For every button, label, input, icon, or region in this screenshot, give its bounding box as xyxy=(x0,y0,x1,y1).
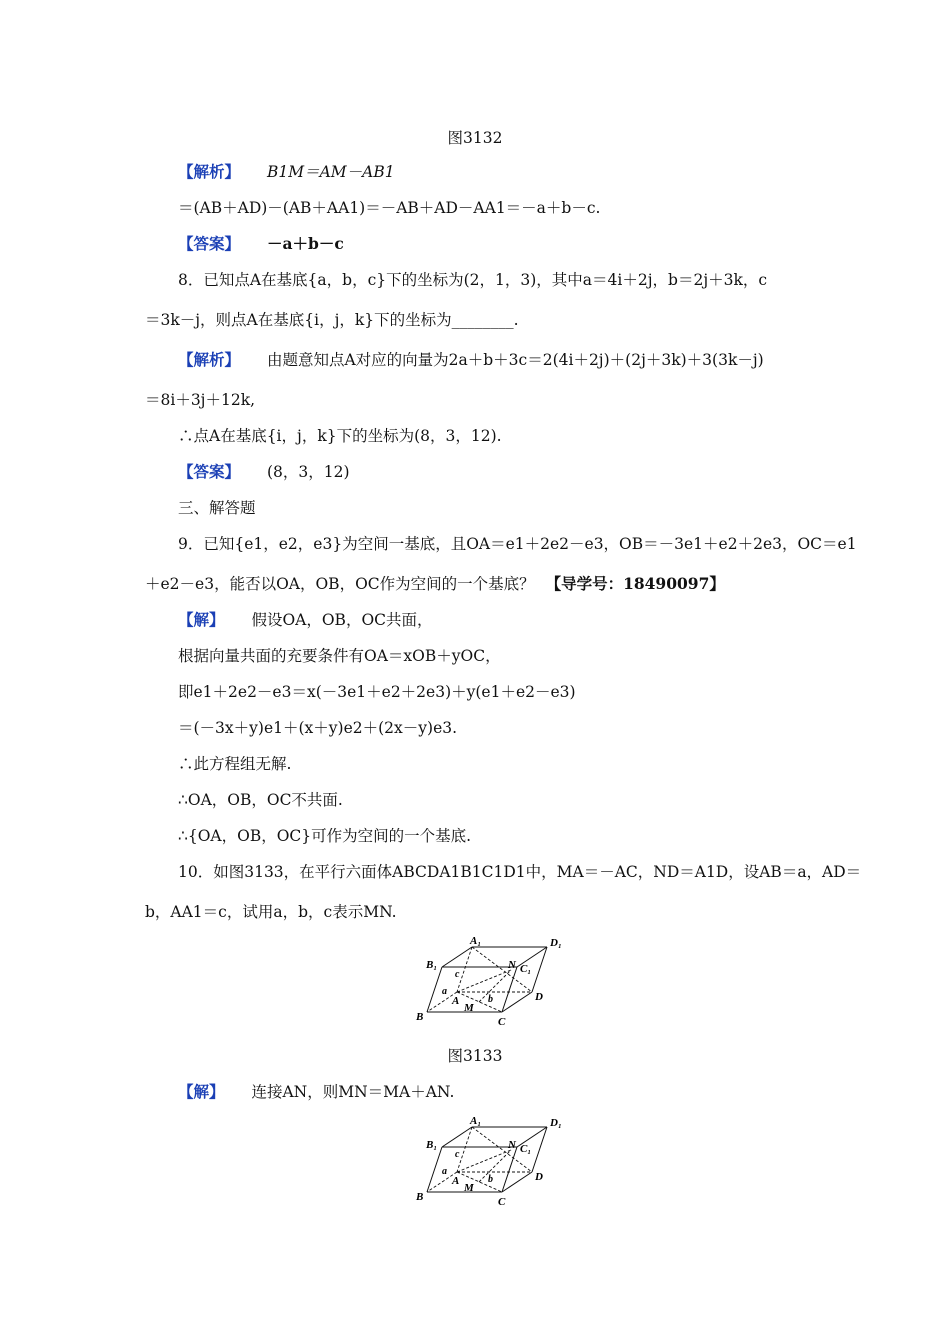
guide-number: 【导学号：18490097】 xyxy=(545,574,725,593)
ex10-solution xyxy=(178,1082,454,1102)
parallelepiped-figure-3133 xyxy=(412,932,572,1030)
vertex-A: A xyxy=(452,995,460,1007)
question-text: ＋e2－e3，能否以OA，OB，OC作为空间的一个基底？ xyxy=(145,575,535,593)
figure-3132-caption: 图3132 xyxy=(447,129,503,147)
vertex-D1: D₁ xyxy=(550,937,562,949)
ex8-question-line1: 8．已知点A在基底{a，b，c}下的坐标为(2，1，3)，其中a＝4i＋2j，b＝2j＋3k，c xyxy=(178,271,768,289)
ex9-solution-line2: 根据向量共面的充要条件有OA＝xOB＋yOC， xyxy=(178,647,501,665)
ex9-solution-line6: ∴OA，OB，OC不共面. xyxy=(178,791,343,809)
answer-text: (8，3，12) xyxy=(266,463,350,481)
vector-b-label: b xyxy=(488,1174,493,1185)
figure-3133-caption: 图3133 xyxy=(447,1047,503,1065)
ex8-analysis-line3: ∴点A在基底{i，j，k}下的坐标为(8，3，12). xyxy=(178,427,502,445)
vertex-C1: C₁ xyxy=(520,1143,532,1155)
vertex-B1: B₁ xyxy=(426,1139,438,1151)
section-heading: 三、解答题 xyxy=(178,499,256,517)
solution-text: 假设OA，OB，OC共面， xyxy=(251,611,433,629)
solution-tag: 【解】 xyxy=(178,1082,225,1101)
ex7-analysis xyxy=(178,162,395,182)
solution-tag: 【解】 xyxy=(178,610,225,629)
vertex-D: D xyxy=(535,991,543,1003)
ex9-solution-line4: ＝(－3x＋y)e1＋(x＋y)e2＋(2x－y)e3. xyxy=(178,719,458,737)
vector-a-label: a xyxy=(442,1166,447,1177)
vector-a-label: a xyxy=(442,986,447,997)
vertex-A1: A₁ xyxy=(470,1115,482,1127)
ex7-analysis-line2: ＝(AB＋AD)－(AB＋AA1)＝－AB＋AD－AA1＝－a＋b－c. xyxy=(178,199,601,217)
ex9-solution-line7: ∴{OA，OB，OC}可作为空间的一个基底. xyxy=(178,827,472,845)
ex10-question-line1: 10．如图3133，在平行六面体ABCDA1B1C1D1中，MA＝－AC，ND＝A1D，设AB＝a，AD＝ xyxy=(178,863,862,881)
answer-text: －a＋b－c xyxy=(266,234,344,253)
analysis-tag: 【解析】 xyxy=(178,162,241,181)
vertex-A1: A₁ xyxy=(470,935,482,947)
ex8-analysis xyxy=(178,350,764,370)
vertex-B1: B₁ xyxy=(426,959,438,971)
vector-b-label: b xyxy=(488,994,493,1005)
parallelepiped-figure-solution xyxy=(412,1112,572,1210)
analysis-tag: 【解析】 xyxy=(178,350,241,369)
vector-c-label: c xyxy=(455,969,460,980)
ex7-answer xyxy=(178,234,344,254)
parallelepiped-diagram xyxy=(412,932,572,1026)
ex9-solution xyxy=(178,610,433,630)
ex9-solution-line5: ∴此方程组无解. xyxy=(178,755,292,773)
vertex-D: D xyxy=(535,1171,543,1183)
vertex-D1: D₁ xyxy=(550,1117,562,1129)
point-M: M xyxy=(464,1002,474,1014)
ex8-question-line2: ＝3k－j，则点A在基底{i，j，k}下的坐标为________. xyxy=(145,311,519,329)
analysis-text: B1M＝AM－AB1 xyxy=(266,163,395,181)
point-N: N xyxy=(508,1139,516,1151)
vertex-B: B xyxy=(416,1011,424,1023)
ex8-analysis-line2: ＝8i＋3j＋12k, xyxy=(145,391,256,409)
vector-c-label: c xyxy=(455,1149,460,1160)
point-N: N xyxy=(508,959,516,971)
answer-tag: 【答案】 xyxy=(178,234,241,253)
ex8-answer xyxy=(178,462,350,482)
ex9-solution-line3: 即e1＋2e2－e3＝x(－3e1＋e2＋2e3)＋y(e1＋e2－e3) xyxy=(178,683,576,701)
ex9-question-line2 xyxy=(145,574,725,594)
answer-tag: 【答案】 xyxy=(178,462,241,481)
point-M: M xyxy=(464,1182,474,1194)
vertex-C1: C₁ xyxy=(520,963,532,975)
vertex-C: C xyxy=(498,1196,506,1206)
parallelepiped-diagram xyxy=(412,1112,572,1206)
ex10-question-line2: b，AA1＝c，试用a，b，c表示MN. xyxy=(145,903,397,921)
solution-text: 连接AN，则MN＝MA＋AN. xyxy=(251,1083,455,1101)
vertex-C: C xyxy=(498,1016,506,1026)
ex9-question-line1: 9．已知{e1，e2，e3}为空间一基底，且OA＝e1＋2e2－e3，OB＝－3e1＋e2＋2e3，OC＝e1 xyxy=(178,535,857,553)
vertex-B: B xyxy=(416,1191,424,1203)
vertex-A: A xyxy=(452,1175,460,1187)
analysis-text: 由题意知点A对应的向量为2a＋b＋3c＝2(4i＋2j)＋(2j＋3k)＋3(3k－j) xyxy=(266,351,764,369)
